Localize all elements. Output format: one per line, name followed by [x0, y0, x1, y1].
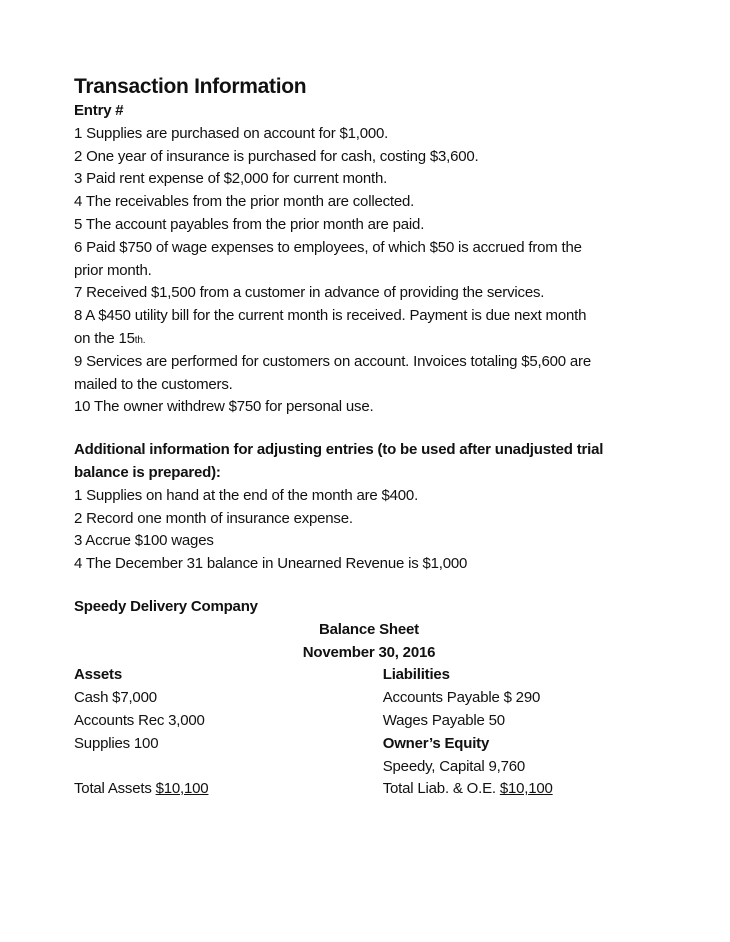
page-title: Transaction Information — [74, 75, 307, 98]
transaction-text: on the 15 — [74, 329, 135, 347]
adjustment-line: 1 Supplies on hand at the end of the month are $400. — [74, 486, 419, 504]
adjusting-header: Additional information for adjusting entries (to be used after unadjusted trial — [74, 441, 604, 459]
transaction-line: 6 Paid $750 of wage expenses to employees, of which $50 is accrued from the — [74, 238, 582, 256]
liability-line: Accounts Payable $ 290 — [382, 689, 541, 707]
total-assets — [74, 778, 383, 801]
adjustment-line: 3 Accrue $100 wages — [74, 532, 214, 550]
transaction-line: prior month. — [74, 261, 152, 279]
total-liabilities-equity — [383, 778, 674, 801]
company-name: Speedy Delivery Company — [74, 597, 258, 615]
transaction-line: 8 A $450 utility bill for the current month is received. Payment is due next month — [74, 307, 587, 325]
transaction-line: 4 The receivables from the prior month are collected. — [74, 193, 415, 211]
total-assets-label: Total Assets — [74, 780, 156, 798]
liabilities-column — [383, 664, 674, 801]
asset-line: Supplies 100 — [74, 734, 159, 752]
transaction-line: 9 Services are performed for customers on account. Invoices totaling $5,600 are — [74, 352, 591, 370]
balance-sheet — [74, 596, 674, 801]
transaction-line: 2 One year of insurance is purchased for cash, costing $3,600. — [74, 147, 479, 165]
assets-column — [74, 664, 383, 801]
entry-header: Entry # — [74, 102, 124, 119]
transaction-line: 1 Supplies are purchased on account for $1,000. — [74, 124, 389, 142]
adjusting-header: balance is prepared): — [74, 463, 221, 481]
balance-sheet-date: November 30, 2016 — [302, 643, 436, 661]
total-assets-value: $10,100 — [155, 780, 209, 798]
transaction-line: mailed to the customers. — [74, 375, 233, 393]
ordinal-suffix: th. — [134, 334, 146, 346]
equity-line: Speedy, Capital 9,760 — [382, 757, 526, 775]
total-liab-label: Total Liab. & O.E. — [382, 780, 500, 798]
assets-header: Assets — [74, 666, 122, 684]
transaction-line: 7 Received $1,500 from a customer in advance of providing the services. — [74, 284, 545, 302]
transaction-line — [74, 328, 674, 351]
transaction-line: 5 The account payables from the prior month are paid. — [74, 215, 425, 233]
adjustment-line: 4 The December 31 balance in Unearned Revenue is $1,000 — [74, 555, 468, 573]
liability-line: Wages Payable 50 — [382, 711, 505, 729]
total-liab-value: $10,100 — [499, 780, 553, 798]
asset-line: Accounts Rec 3,000 — [74, 711, 205, 729]
transaction-line: 10 The owner withdrew $750 for personal use. — [74, 398, 374, 416]
transaction-line: 3 Paid rent expense of $2,000 for current month. — [74, 170, 388, 188]
equity-header: Owner’s Equity — [382, 734, 490, 752]
balance-sheet-title: Balance Sheet — [319, 620, 419, 638]
asset-line: Cash $7,000 — [74, 689, 157, 707]
adjustment-line: 2 Record one month of insurance expense. — [74, 509, 353, 527]
document — [74, 74, 674, 801]
liabilities-header: Liabilities — [382, 666, 450, 684]
